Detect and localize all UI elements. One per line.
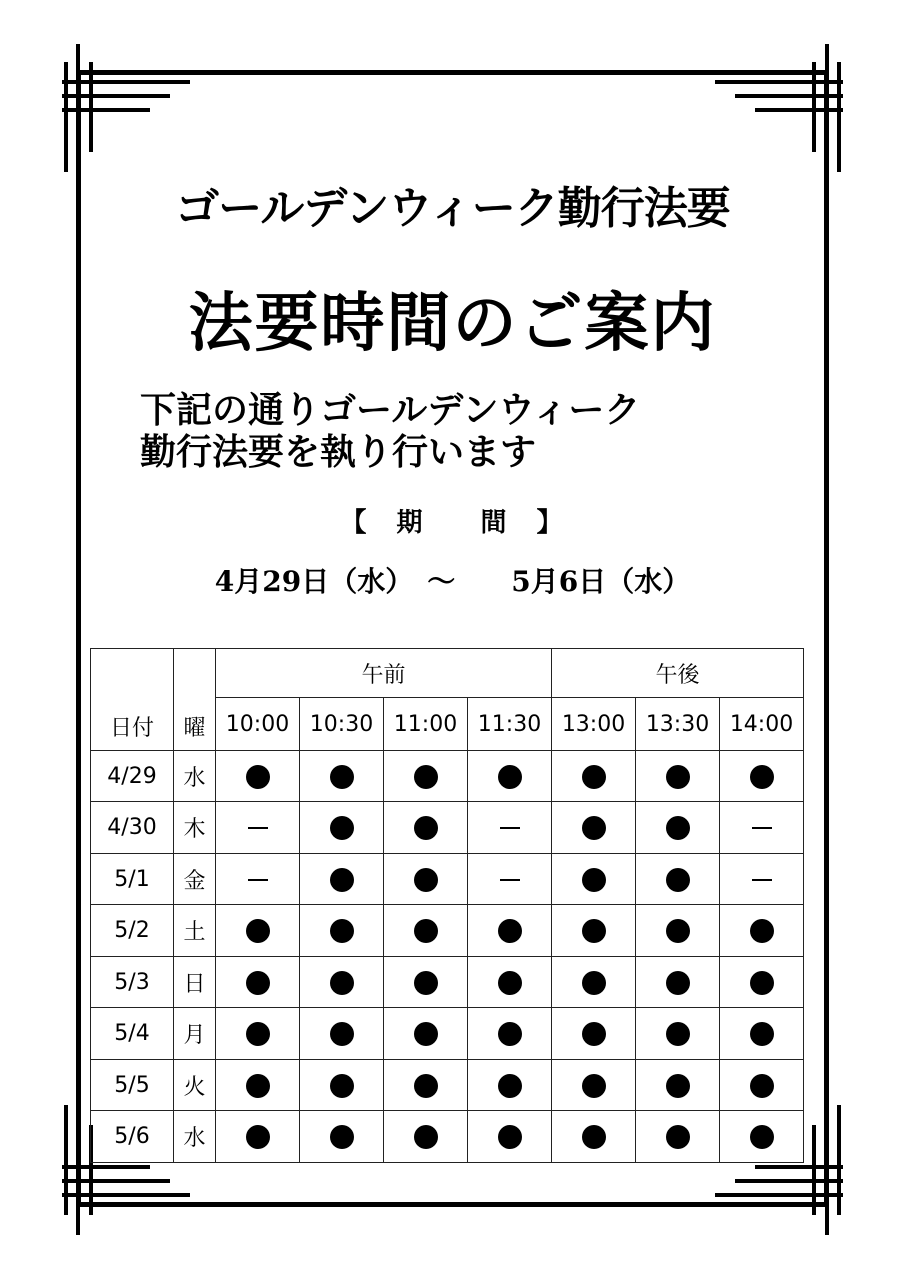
service-held-mark bbox=[498, 765, 522, 789]
service-held-mark bbox=[330, 765, 354, 789]
service-held-mark bbox=[750, 971, 774, 995]
slot-cell bbox=[468, 1008, 552, 1060]
service-held-mark bbox=[666, 1125, 690, 1149]
service-held-mark bbox=[750, 765, 774, 789]
schedule-table bbox=[90, 648, 804, 1163]
slot-cell bbox=[720, 750, 804, 802]
row-weekday: 日 bbox=[174, 956, 216, 1008]
slot-cell bbox=[636, 1111, 720, 1163]
service-held-mark bbox=[582, 971, 606, 995]
service-held-mark bbox=[498, 1022, 522, 1046]
no-service-mark bbox=[500, 827, 520, 829]
time-header: 14:00 bbox=[720, 698, 804, 751]
row-date: 5/2 bbox=[91, 905, 174, 957]
row-date: 5/3 bbox=[91, 956, 174, 1008]
service-held-mark bbox=[582, 765, 606, 789]
slot-cell bbox=[636, 1008, 720, 1060]
slot-cell bbox=[384, 802, 468, 854]
service-held-mark bbox=[498, 1125, 522, 1149]
slot-cell bbox=[468, 956, 552, 1008]
service-held-mark bbox=[414, 919, 438, 943]
time-header: 11:30 bbox=[468, 698, 552, 751]
service-held-mark bbox=[246, 971, 270, 995]
service-held-mark bbox=[330, 919, 354, 943]
slot-cell bbox=[720, 1008, 804, 1060]
slot-cell bbox=[300, 853, 384, 905]
service-held-mark bbox=[330, 1022, 354, 1046]
service-held-mark bbox=[330, 971, 354, 995]
period-label: 【 期 間 】 bbox=[340, 508, 565, 538]
time-header: 10:00 bbox=[216, 698, 300, 751]
row-date: 5/4 bbox=[91, 1008, 174, 1060]
service-held-mark bbox=[330, 1074, 354, 1098]
slot-cell bbox=[300, 750, 384, 802]
schedule-row bbox=[91, 853, 804, 905]
slot-cell bbox=[300, 802, 384, 854]
service-held-mark bbox=[414, 1022, 438, 1046]
slot-cell bbox=[636, 802, 720, 854]
slot-cell bbox=[384, 1008, 468, 1060]
schedule-row bbox=[91, 1111, 804, 1163]
row-date: 5/1 bbox=[91, 853, 174, 905]
slot-cell bbox=[552, 1059, 636, 1111]
slot-cell bbox=[300, 956, 384, 1008]
pm-header: 午後 bbox=[552, 649, 804, 698]
row-date: 4/30 bbox=[91, 802, 174, 854]
slot-cell bbox=[720, 1111, 804, 1163]
row-date: 4/29 bbox=[91, 750, 174, 802]
service-held-mark bbox=[498, 971, 522, 995]
slot-cell bbox=[216, 853, 300, 905]
service-held-mark bbox=[666, 971, 690, 995]
slot-cell bbox=[552, 802, 636, 854]
weekday-column-header: 曜 bbox=[174, 649, 216, 751]
service-held-mark bbox=[414, 765, 438, 789]
slot-cell bbox=[552, 853, 636, 905]
service-held-mark bbox=[666, 1022, 690, 1046]
service-held-mark bbox=[582, 868, 606, 892]
no-service-mark bbox=[248, 827, 268, 829]
schedule-row bbox=[91, 750, 804, 802]
service-held-mark bbox=[246, 919, 270, 943]
slot-cell bbox=[720, 802, 804, 854]
page-subtitle: 法要時間のご案内 bbox=[188, 286, 717, 361]
row-weekday: 火 bbox=[174, 1059, 216, 1111]
intro-line-2: 勤行法要を執り行います bbox=[140, 431, 537, 473]
time-header: 10:30 bbox=[300, 698, 384, 751]
slot-cell bbox=[300, 1059, 384, 1111]
schedule-row bbox=[91, 802, 804, 854]
slot-cell bbox=[552, 1111, 636, 1163]
service-held-mark bbox=[750, 1125, 774, 1149]
service-held-mark bbox=[666, 765, 690, 789]
slot-cell bbox=[216, 1059, 300, 1111]
slot-cell bbox=[384, 1059, 468, 1111]
row-weekday: 土 bbox=[174, 905, 216, 957]
service-held-mark bbox=[582, 919, 606, 943]
service-held-mark bbox=[750, 1022, 774, 1046]
slot-cell bbox=[552, 1008, 636, 1060]
am-header: 午前 bbox=[216, 649, 552, 698]
slot-cell bbox=[216, 905, 300, 957]
service-held-mark bbox=[750, 919, 774, 943]
service-held-mark bbox=[498, 1074, 522, 1098]
service-held-mark bbox=[750, 1074, 774, 1098]
slot-cell bbox=[300, 1111, 384, 1163]
slot-cell bbox=[720, 956, 804, 1008]
schedule-row bbox=[91, 1059, 804, 1111]
service-held-mark bbox=[246, 765, 270, 789]
slot-cell bbox=[636, 750, 720, 802]
service-held-mark bbox=[414, 1125, 438, 1149]
service-held-mark bbox=[666, 868, 690, 892]
slot-cell bbox=[384, 750, 468, 802]
service-held-mark bbox=[582, 1125, 606, 1149]
no-service-mark bbox=[500, 879, 520, 881]
slot-cell bbox=[720, 1059, 804, 1111]
slot-cell bbox=[552, 750, 636, 802]
row-weekday: 木 bbox=[174, 802, 216, 854]
slot-cell bbox=[468, 1111, 552, 1163]
slot-cell bbox=[468, 853, 552, 905]
page-title: ゴールデンウィーク勤行法要 bbox=[175, 183, 730, 234]
row-weekday: 水 bbox=[174, 750, 216, 802]
period-range: 4月29日（水） ～ 5月6日（水） bbox=[214, 565, 691, 598]
slot-cell bbox=[468, 750, 552, 802]
slot-cell bbox=[216, 1008, 300, 1060]
slot-cell bbox=[300, 1008, 384, 1060]
service-held-mark bbox=[414, 868, 438, 892]
service-held-mark bbox=[582, 1074, 606, 1098]
service-held-mark bbox=[330, 868, 354, 892]
service-held-mark bbox=[330, 816, 354, 840]
service-held-mark bbox=[582, 816, 606, 840]
slot-cell bbox=[468, 905, 552, 957]
service-held-mark bbox=[498, 919, 522, 943]
slot-cell bbox=[552, 956, 636, 1008]
service-held-mark bbox=[246, 1022, 270, 1046]
row-date: 5/5 bbox=[91, 1059, 174, 1111]
service-held-mark bbox=[666, 919, 690, 943]
schedule-row bbox=[91, 1008, 804, 1060]
slot-cell bbox=[468, 1059, 552, 1111]
slot-cell bbox=[216, 1111, 300, 1163]
date-column-header: 日付 bbox=[91, 649, 174, 751]
slot-cell bbox=[384, 956, 468, 1008]
service-held-mark bbox=[246, 1125, 270, 1149]
no-service-mark bbox=[248, 879, 268, 881]
service-held-mark bbox=[666, 1074, 690, 1098]
slot-cell bbox=[636, 905, 720, 957]
schedule-row bbox=[91, 956, 804, 1008]
time-header: 13:00 bbox=[552, 698, 636, 751]
schedule-row bbox=[91, 905, 804, 957]
slot-cell bbox=[636, 1059, 720, 1111]
slot-cell bbox=[384, 905, 468, 957]
slot-cell bbox=[552, 905, 636, 957]
no-service-mark bbox=[752, 827, 772, 829]
slot-cell bbox=[636, 956, 720, 1008]
slot-cell bbox=[216, 802, 300, 854]
slot-cell bbox=[384, 1111, 468, 1163]
service-held-mark bbox=[246, 1074, 270, 1098]
slot-cell bbox=[720, 853, 804, 905]
service-held-mark bbox=[414, 1074, 438, 1098]
intro-line-1: 下記の通りゴールデンウィーク bbox=[140, 389, 641, 431]
slot-cell bbox=[216, 956, 300, 1008]
slot-cell bbox=[720, 905, 804, 957]
row-weekday: 月 bbox=[174, 1008, 216, 1060]
service-held-mark bbox=[414, 971, 438, 995]
row-weekday: 水 bbox=[174, 1111, 216, 1163]
service-held-mark bbox=[582, 1022, 606, 1046]
service-held-mark bbox=[414, 816, 438, 840]
row-weekday: 金 bbox=[174, 853, 216, 905]
row-date: 5/6 bbox=[91, 1111, 174, 1163]
service-held-mark bbox=[330, 1125, 354, 1149]
no-service-mark bbox=[752, 879, 772, 881]
slot-cell bbox=[300, 905, 384, 957]
slot-cell bbox=[468, 802, 552, 854]
slot-cell bbox=[384, 853, 468, 905]
time-header: 13:30 bbox=[636, 698, 720, 751]
slot-cell bbox=[636, 853, 720, 905]
slot-cell bbox=[216, 750, 300, 802]
service-held-mark bbox=[666, 816, 690, 840]
time-header: 11:00 bbox=[384, 698, 468, 751]
